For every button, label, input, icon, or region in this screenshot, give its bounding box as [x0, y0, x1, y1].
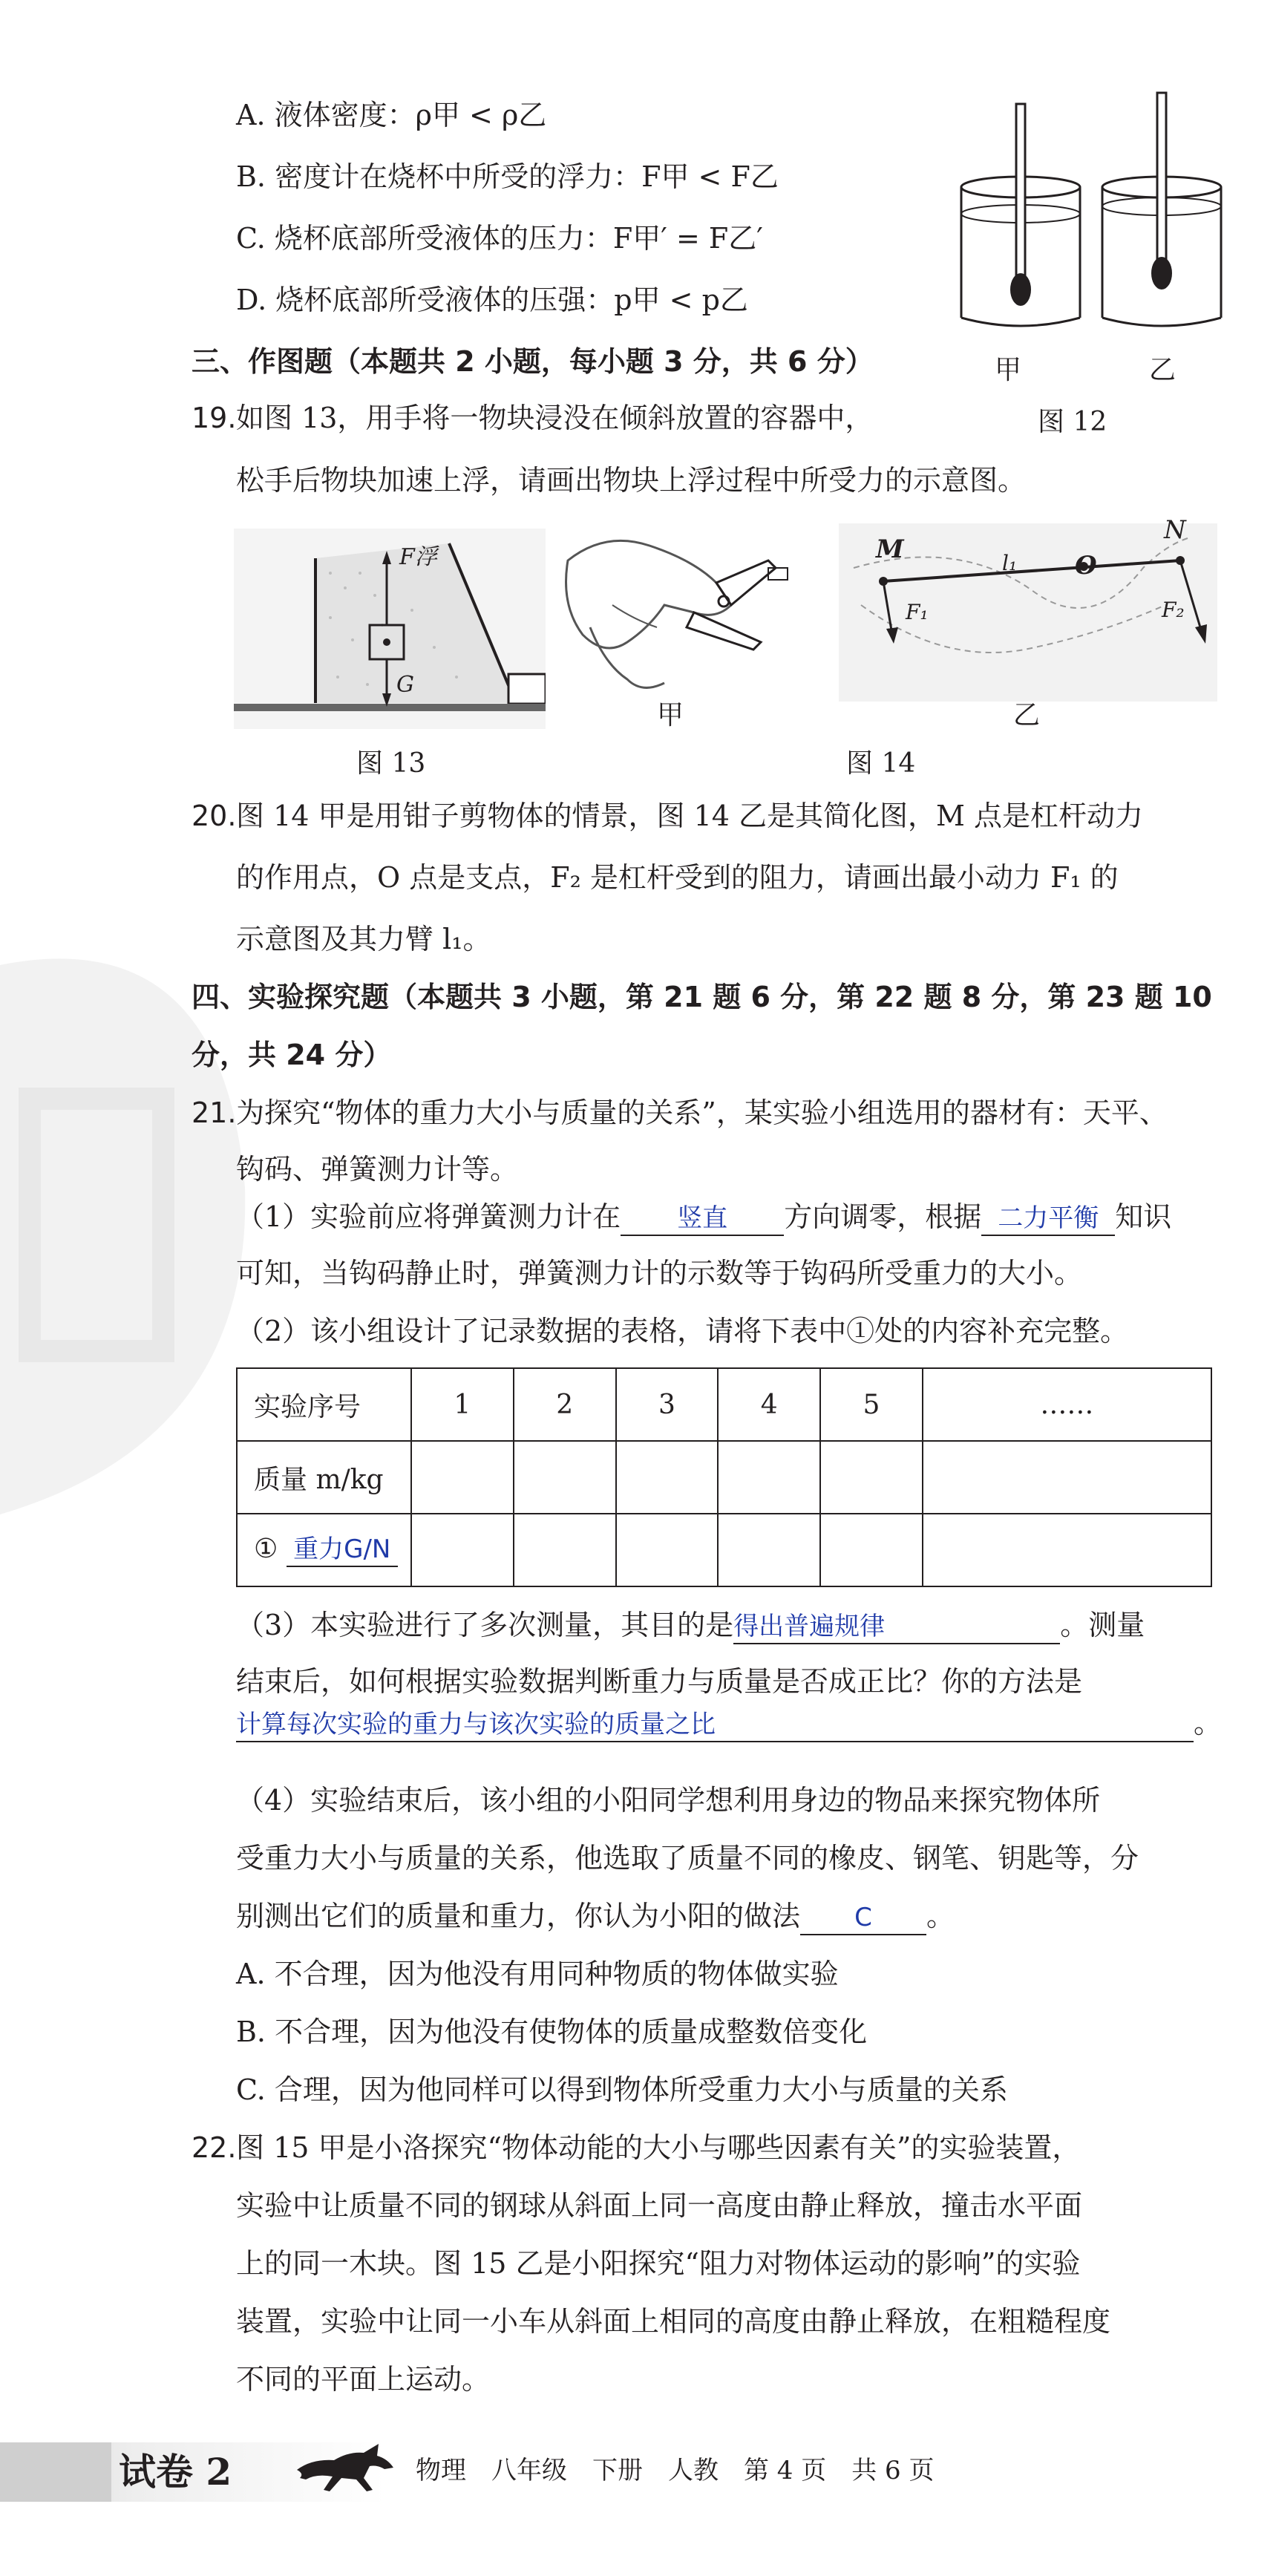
- q19-line2: 松手后物块加速上浮，请画出物块上浮过程中所受力的示意图。: [236, 464, 1027, 497]
- table-cell: [411, 1514, 514, 1586]
- q21-answer-balance: [981, 1200, 1115, 1236]
- footer-badge: 试卷 2: [119, 2450, 232, 2494]
- q21-answer-vertical: [621, 1200, 784, 1236]
- table-cell: [616, 1441, 719, 1514]
- record-table: [236, 1367, 1212, 1587]
- q21-answer-purpose: [733, 1609, 1060, 1644]
- q21-part2: （2）该小组设计了记录数据的表格，请将下表中①处的内容补充完整。: [236, 1315, 1129, 1347]
- q21-part3-text-a: （3）本实验进行了多次测量，其目的是: [236, 1609, 734, 1641]
- table-cell: 3: [616, 1368, 719, 1441]
- q21-number: 21.: [192, 1096, 237, 1129]
- beaker-yi: [1102, 93, 1221, 326]
- table-cell: [237, 1514, 411, 1586]
- section3-title: 三、作图题（本题共 2 小题，每小题 3 分，共 6 分）: [192, 345, 874, 378]
- figure-14-pliers-hand: [546, 516, 791, 709]
- table-cell: 实验序号: [237, 1368, 411, 1441]
- q21-part3-text-b: 。测量: [1060, 1609, 1145, 1641]
- fig12-label-jia: 甲: [995, 355, 1022, 385]
- q21-option-a: A. 不合理，因为他没有用同种物质的物体做实验: [236, 1958, 839, 1990]
- q21-part1-text-b: 方向调零，根据: [784, 1200, 982, 1233]
- q21-answer-method-text: 计算每次实验的重力与该次实验的质量之比: [236, 1710, 716, 1739]
- figure-12-beakers: [950, 89, 1232, 356]
- q21-answer-method: [236, 1707, 1194, 1742]
- q18-option-c: C. 烧杯底部所受液体的压力：F甲′ = F乙′: [236, 222, 763, 255]
- fig14-label-l1: l₁: [1002, 551, 1018, 575]
- fig14-label-o: O: [1075, 551, 1097, 581]
- table-row: [237, 1514, 1211, 1586]
- q21-answer-purpose-text: 得出普遍规律: [733, 1612, 886, 1641]
- q21-answer-balance-text: 二力平衡: [998, 1203, 1099, 1233]
- fig13-caption: 图 13: [356, 748, 426, 779]
- q21-part4-line3: [236, 1897, 955, 1935]
- q21-part3-line2: 结束后，如何根据实验数据判断重力与质量是否成正比？你的方法是: [236, 1665, 1083, 1698]
- table-cell: 质量 m/kg: [237, 1441, 411, 1514]
- q18-option-a: A. 液体密度：ρ甲 < ρ乙: [236, 99, 547, 131]
- fig12-caption: 图 12: [1038, 407, 1107, 437]
- fig14-label-yi: 乙: [1013, 700, 1041, 730]
- q21-part4-end: 。: [926, 1900, 955, 1932]
- q18-option-b: B. 密度计在烧杯中所受的浮力：F甲 < F乙: [236, 160, 779, 193]
- table-row: [237, 1368, 1211, 1441]
- table-answer-gravity: 重力G/N: [287, 1533, 398, 1567]
- q21-answer-choice: [800, 1900, 926, 1935]
- q22-number: 22.: [192, 2131, 237, 2164]
- q21-answer-choice-text: C: [854, 1903, 872, 1932]
- q21-part3-line3: [236, 1704, 1222, 1742]
- fig12-label-yi: 乙: [1149, 355, 1177, 385]
- q20-line3: 示意图及其力臂 l₁。: [236, 923, 491, 955]
- q19-line1: 如图 13，用手将一物块浸没在倾斜放置的容器中，: [236, 402, 874, 434]
- fig14-label-n: N: [1164, 515, 1186, 545]
- table-cell: [820, 1514, 923, 1586]
- q21-option-c: C. 合理，因为他同样可以得到物体所受重力大小与质量的关系: [236, 2073, 1008, 2106]
- q22-line1: 图 15 甲是小洛探究“物体动能的大小与哪些因素有关”的实验装置，: [236, 2131, 1081, 2164]
- q18-option-d: D. 烧杯底部所受液体的压强：p甲 < p乙: [236, 284, 748, 316]
- q21-part3-line1: [236, 1606, 1145, 1644]
- table-cell: ……: [923, 1368, 1211, 1441]
- table-row: [237, 1441, 1211, 1514]
- table-cell: [923, 1514, 1211, 1586]
- table-cell: [820, 1441, 923, 1514]
- fig14-label-m: M: [876, 535, 904, 564]
- section4-title-line1: 四、实验探究题（本题共 3 小题，第 21 题 6 分，第 22 题 8 分，第 23 题 10: [192, 981, 1212, 1013]
- q22-line2: 实验中让质量不同的钢球从斜面上同一高度由静止释放，撞击水平面: [236, 2189, 1083, 2222]
- table-blank-mark: ①: [254, 1534, 278, 1564]
- fig14-label-jia: 甲: [657, 700, 684, 730]
- q21-part1-text-a: （1）实验前应将弹簧测力计在: [236, 1200, 621, 1233]
- table-cell: [718, 1514, 820, 1586]
- q21-part4-line1: （4）实验结束后，该小组的小阳同学想利用身边的物品来探究物体所: [236, 1784, 1101, 1817]
- table-cell: [616, 1514, 719, 1586]
- q22-line4: 装置，实验中让同一小车从斜面上相同的高度由静止释放，在粗糙程度: [236, 2305, 1111, 2338]
- table-cell: [514, 1514, 616, 1586]
- q21-line1: 为探究“物体的重力大小与质量的关系”，某实验小组选用的器材有：天平、: [236, 1096, 1168, 1129]
- q21-line2: 钩码、弹簧测力计等。: [236, 1153, 519, 1186]
- fig14-label-f2: F₂: [1162, 598, 1185, 622]
- q19-number: 19.: [192, 402, 237, 434]
- q21-part1-line2: 可知，当钩码静止时，弹簧测力计的示数等于钩码所受重力的大小。: [236, 1257, 1083, 1289]
- table-cell: [923, 1441, 1211, 1514]
- fig14-caption: 图 14: [846, 748, 916, 779]
- table-cell: [718, 1441, 820, 1514]
- q20-line1: 图 14 甲是用钳子剪物体的情景，图 14 乙是其简化图，M 点是杠杆动力: [236, 800, 1144, 832]
- q22-line5: 不同的平面上运动。: [236, 2363, 491, 2396]
- table-cell: [411, 1441, 514, 1514]
- q20-line2: 的作用点，O 点是支点，F₂ 是杠杆受到的阻力，请画出最小动力 F₁ 的: [236, 861, 1119, 894]
- horse-icon: [289, 2436, 401, 2496]
- q22-line3: 上的同一木块。图 15 乙是小阳探究“阻力对物体运动的影响”的实验: [236, 2247, 1081, 2280]
- table-cell: [514, 1441, 616, 1514]
- fig14-label-f1: F₁: [906, 600, 929, 624]
- table-cell: 5: [820, 1368, 923, 1441]
- q21-part3-end: 。: [1194, 1707, 1223, 1739]
- section4-title-line2: 分，共 24 分）: [192, 1039, 392, 1071]
- table-cell: 1: [411, 1368, 514, 1441]
- q21-part4-line2: 受重力大小与质量的关系，他选取了质量不同的橡皮、钢笔、钥匙等，分: [236, 1842, 1139, 1874]
- figure-13-container: [234, 529, 546, 729]
- q21-part1-line1: [236, 1198, 1171, 1236]
- beaker-jia: [961, 104, 1080, 326]
- q21-part1-text-c: 知识: [1115, 1200, 1172, 1233]
- fig13-label-g: G: [396, 672, 414, 698]
- footer-info: 物理 八年级 下册 人教 第 4 页 共 6 页: [416, 2456, 935, 2485]
- q21-part4-text-a: 别测出它们的质量和重力，你认为小阳的做法: [236, 1900, 801, 1932]
- q21-answer-vertical-text: 竖直: [677, 1203, 728, 1233]
- q20-number: 20.: [192, 800, 237, 832]
- q21-option-b: B. 不合理，因为他没有使物体的质量成整数倍变化: [236, 2016, 868, 2048]
- table-cell: 4: [718, 1368, 820, 1441]
- table-cell: 2: [514, 1368, 616, 1441]
- fig13-label-f: F浮: [399, 544, 437, 570]
